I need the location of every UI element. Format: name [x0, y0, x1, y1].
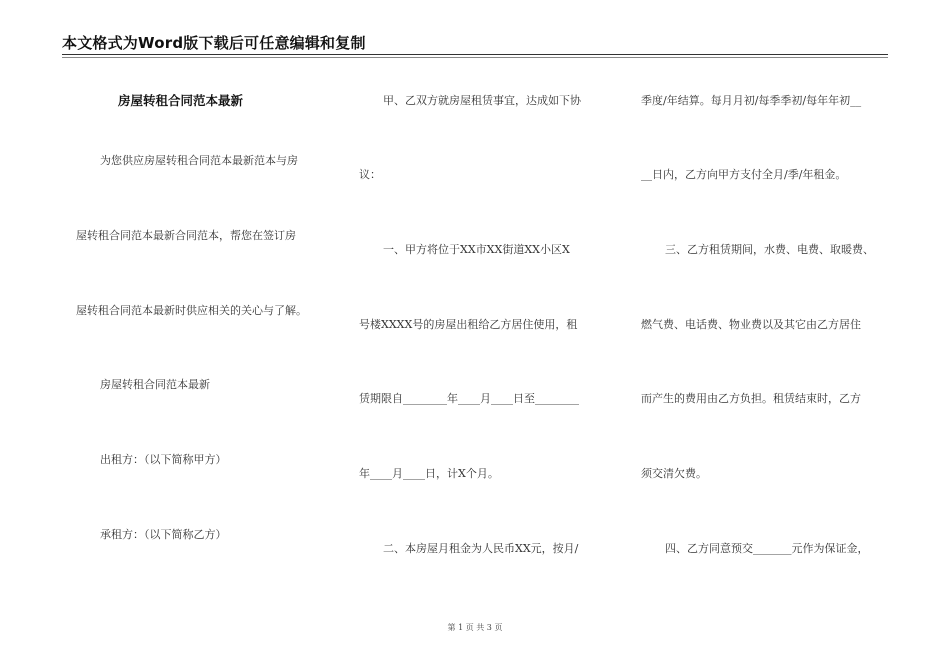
header-divider [62, 54, 888, 55]
paragraph-line: __日内，乙方向甲方支付全月/季/年租金。 [641, 168, 847, 181]
download-banner [62, 32, 888, 54]
lessor-line: 出租方：（以下简称甲方） [100, 453, 227, 466]
paragraph-line: 屋转租合同范本最新时供应相关的关心与了解。 [76, 304, 307, 317]
banner-text: 本文格式为Word版下载后可任意编辑和复制 [62, 34, 366, 52]
text-column-3 [639, 90, 901, 590]
lessee-line: 承租方：（以下简称乙方） [100, 528, 227, 541]
page-number-footer: 第 1 页 共 3 页 [447, 623, 503, 632]
paragraph-line: 为您供应房屋转租合同范本最新范本与房 [100, 154, 298, 167]
paragraph-line: 号楼XXXX号的房屋出租给乙方居住使用，租 [359, 318, 578, 331]
clause-3-line: 三、乙方租赁期间，水费、电费、取暖费、 [665, 243, 874, 256]
paragraph-line: 燃气费、电话费、物业费以及其它由乙方居住 [641, 318, 861, 331]
clause-2-line: 二、本房屋月租金为人民币XX元，按月/ [383, 542, 579, 555]
paragraph-line: 须交清欠费。 [641, 467, 707, 480]
paragraph-line: 赁期限自________年____月____日至________ [359, 392, 579, 405]
header-divider-thin [62, 57, 888, 58]
document-title: 房屋转租合同范本最新 [118, 93, 244, 108]
paragraph-line: 季度/年结算。每月月初/每季季初/每年年初__ [641, 94, 862, 107]
paragraph-line: 年____月____日，计X个月。 [359, 467, 499, 480]
paragraph-line: 屋转租合同范本最新合同范本，帮您在签订房 [76, 229, 296, 242]
section-heading: 房屋转租合同范本最新 [100, 378, 210, 391]
clause-1-line: 一、甲方将位于XX市XX街道XX小区X [383, 243, 570, 256]
clause-4-line: 四、乙方同意预交_______元作为保证金， [665, 542, 869, 555]
text-column-2 [357, 90, 619, 590]
paragraph-line: 甲、乙双方就房屋租赁事宜，达成如下协 [383, 94, 581, 107]
text-column-1 [72, 90, 334, 590]
paragraph-line: 而产生的费用由乙方负担。租赁结束时，乙方 [641, 392, 861, 405]
paragraph-line: 议： [359, 168, 381, 181]
